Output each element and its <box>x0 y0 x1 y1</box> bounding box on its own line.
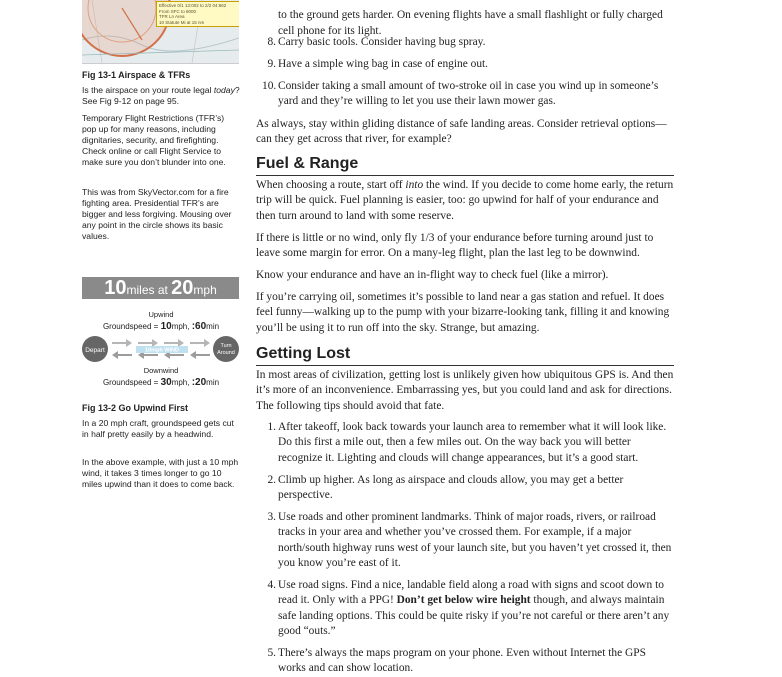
paragraph-fuel-2: If there is little or no wind, only fly 1/3 of your endurance before turning around just to leave some margin for error. On a many-leg flight, plan the last leg to be downwind. <box>256 232 654 260</box>
list-item-text: There’s always the maps program on your phone. Even without Internet the GPS works and can show location. <box>278 647 646 675</box>
list-item-text: Climb up higher. As long as airspace and clouds allow, you may get a better perspective. <box>278 474 624 502</box>
time-value: :20 <box>191 377 207 388</box>
list-item-text: to the ground gets harder. On evening flights have a small flashlight or fully charged cell phone for its light. <box>278 9 663 37</box>
map-label-line: From SFC to 8000 <box>159 8 197 14</box>
speed-value: 10 <box>160 321 172 332</box>
list-number: 5. <box>267 647 276 659</box>
text: the wind. If you decide to come home early, the return trip will be quick. Fuel planning is easier, too: go upwind for half of your endurance and then turn around to land with some reserve. <box>256 179 674 222</box>
banner-text-2: mph <box>193 283 217 297</box>
text: When choosing a route, start off <box>256 179 406 191</box>
turn-label-1: Turn <box>220 343 232 349</box>
banner-number-1: 10 <box>104 277 127 299</box>
note-emphasis: today <box>213 85 235 95</box>
banner-number-2: 20 <box>171 277 194 299</box>
turn-label-2: Around <box>217 350 235 356</box>
upwind-downwind-diagram <box>82 306 240 391</box>
speed-unit: mph, <box>171 322 192 331</box>
list-item-text: Have a simple wing bag in case of engine out. <box>278 58 489 70</box>
upwind-label: Upwind <box>148 310 174 319</box>
note-text: ? See Fig 9-12 on page 95. <box>82 85 240 107</box>
airspace-map-image <box>82 0 239 64</box>
fig1-note-3: This was from SkyVector.com for a fire fighting area. Presidential TFR’s are bigger and less forgiving. Mousing over any point in the circle shows its basic values. <box>82 187 232 242</box>
list-number: 8. <box>267 36 276 48</box>
fig2-caption: Fig 13-2 Go Upwind First <box>82 403 189 413</box>
fig1-note-2: Temporary Flight Restrictions (TFR’s) pop up for many reasons, including dignitaries, security, and firefighting. Check online or call Flight Service to make sure you don’t blunder into one. <box>82 113 226 168</box>
fig2-note-2: In the above example, with just a 10 mph wind, it takes 3 times longer to go 10 miles upwind than it does to come back. <box>82 457 239 490</box>
list-number: 1. <box>267 421 276 433</box>
map-label-line: 10 Statute Mi at 15 nm <box>159 19 205 25</box>
list-number: 9. <box>267 58 276 70</box>
paragraph-fuel-1 <box>256 178 674 224</box>
list-item-text: Consider taking a small amount of two-stroke oil in case you wind up in someone’s yard and they’re willing to let you use their lawn mower gas. <box>278 80 659 108</box>
speed-unit: mph, <box>171 378 192 387</box>
upwind-speed <box>103 321 219 332</box>
heading-getting-lost: Getting Lost <box>256 345 674 366</box>
time-unit: min <box>206 322 220 331</box>
wind-label: 10mph WIND <box>145 347 179 354</box>
paragraph-safe-landing: As always, stay within gliding distance of safe landing areas. Consider retrieval options—can they get across that river, for example? <box>256 118 667 146</box>
upwind-arrows <box>112 339 210 347</box>
list-item-text: After takeoff, look back towards your launch area to remember what it will look like. Do this first a mile out, then a few miles out. On the way back you will better recognize it. Lighting and clouds will change appearances, but it’s a good start. <box>278 421 667 464</box>
heading-fuel-range: Fuel & Range <box>256 155 674 176</box>
fig1-caption: Fig 13-1 Airspace & TFRs <box>82 70 191 80</box>
list-number: 3. <box>267 511 276 523</box>
turn-around-circle <box>213 336 239 362</box>
fig1-note-1 <box>82 85 240 107</box>
tfr-info-label <box>156 1 239 27</box>
banner-text-1: miles at <box>126 283 172 297</box>
list-item-text: Use roads and other prominent landmarks. Think of major roads, rivers, or railroad tracks in your area and whether you’ve crossed them. For example, if a major north/south highway runs west of your launch site, but you haven’t yet crossed it, then you know you’re east of it. <box>278 511 672 569</box>
paragraph-lost-1: In most areas of civilization, getting lost is unlikely given how ubiquitous GPS is. And then it’s more of an inconvenience. Embarrassing yes, but you could land and ask for directions. The following tips should avoid that fate. <box>256 369 674 412</box>
downwind-label: Downwind <box>143 366 179 375</box>
speed-banner <box>82 277 239 299</box>
time-unit: min <box>206 378 220 387</box>
depart-label: Depart <box>85 347 105 354</box>
speed-prefix: Groundspeed = <box>102 378 161 387</box>
map-label-line: TFR Ln Area <box>159 14 185 19</box>
speed-prefix: Groundspeed = <box>102 322 161 331</box>
speed-value: 30 <box>160 377 172 388</box>
downwind-speed <box>103 377 219 388</box>
text: Use road signs. Find a nice, landable field along a road with signs and scoot down to read it. Only with a PPG! <box>278 579 664 607</box>
list-number: 2. <box>267 474 276 486</box>
list-number: 4. <box>267 579 276 591</box>
paragraph-fuel-3: Know your endurance and have an in-flight way to check fuel (like a mirror). <box>256 269 609 281</box>
bold-warning: Don’t get below wire height <box>396 594 531 607</box>
list-number: 10. <box>262 80 277 92</box>
fig2-note-1: In a 20 mph craft, groundspeed gets cut in half pretty easily by a headwind. <box>82 418 234 440</box>
map-label-line: Effective 0/1 13:002 to 2/2 04:662 <box>159 3 227 8</box>
text: though, and always maintain safe landing options. This could be quite risky if you’re not careful or there aren’t any good “outs.” <box>278 594 670 637</box>
list-item-text <box>278 578 674 639</box>
list-item-text: Carry basic tools. Consider having bug spray. <box>278 36 486 48</box>
emphasis: into <box>405 179 424 191</box>
paragraph-fuel-4: If you’re carrying oil, sometimes it’s possible to land near a gas station and refuel. It does feel funny—walking up to the pump with your bizarre-looking tank, filling it and knowing you’ll be using it to run off into the sky. Strange, but amazing. <box>256 291 670 334</box>
note-text: Is the airspace on your route legal <box>82 85 214 95</box>
time-value: :60 <box>191 321 207 332</box>
